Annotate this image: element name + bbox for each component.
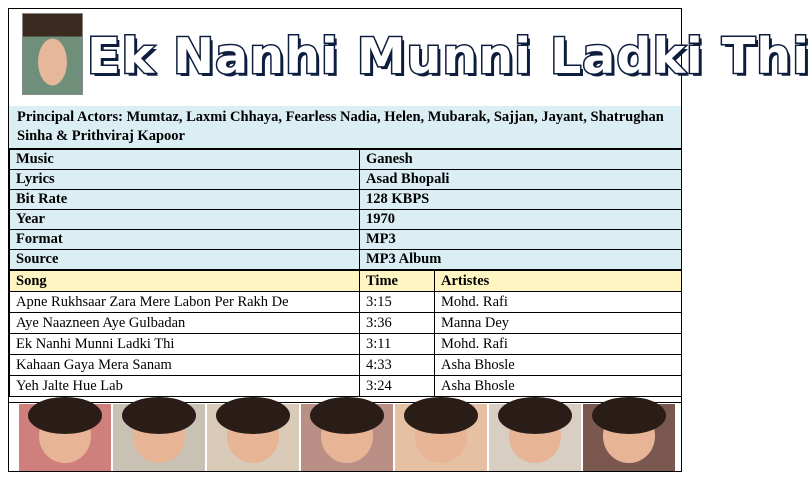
banner [9,9,810,107]
album-info-table [9,149,682,270]
info-label: Music [10,150,360,170]
info-row-music [10,150,682,170]
film-stills-strip [19,404,675,471]
song-title: Aye Naazneen Aye Gulbadan [10,313,360,334]
song-list-table [9,270,682,397]
column-header-artistes: Artistes [435,271,682,292]
info-row-bitrate [10,190,682,210]
info-row-lyrics [10,170,682,190]
song-row [10,313,682,334]
info-value: MP3 [360,230,682,250]
info-label: Source [10,250,360,270]
info-value: 1970 [360,210,682,230]
film-still-image [583,404,675,471]
song-artiste: Asha Bhosle [435,355,682,376]
song-time: 3:11 [360,334,435,355]
song-time: 3:24 [360,376,435,397]
song-artiste: Mohd. Rafi [435,334,682,355]
info-row-year [10,210,682,230]
info-value: Ganesh [360,150,682,170]
film-still-image [19,404,111,471]
song-time: 3:36 [360,313,435,334]
principal-actors: Principal Actors: Mumtaz, Laxmi Chhaya, Fearless Nadia, Helen, Mubarak, Sajjan, Jayant, Shatrughan Sinha & Prithviraj Kapoor [9,106,681,149]
song-title: Kahaan Gaya Mera Sanam [10,355,360,376]
song-artiste: Manna Dey [435,313,682,334]
info-value: 128 KBPS [360,190,682,210]
album-card [8,8,810,472]
info-label: Bit Rate [10,190,360,210]
info-label: Format [10,230,360,250]
song-table-header [10,271,682,292]
song-title: Apne Rukhsaar Zara Mere Labon Per Rakh De [10,292,360,313]
film-still-image [301,404,393,471]
film-still-image [489,404,581,471]
song-title: Yeh Jalte Hue Lab [10,376,360,397]
child-portrait-image [22,13,83,95]
song-time: 4:33 [360,355,435,376]
info-row-source [10,250,682,270]
song-artiste: Mohd. Rafi [435,292,682,313]
album-title: Ek Nanhi Munni Ladki Thi [87,27,810,85]
song-title: Ek Nanhi Munni Ladki Thi [10,334,360,355]
song-row [10,334,682,355]
info-label: Lyrics [10,170,360,190]
info-label: Year [10,210,360,230]
film-still-image [395,404,487,471]
song-row [10,292,682,313]
song-row [10,355,682,376]
song-artiste: Asha Bhosle [435,376,682,397]
film-still-image [113,404,205,471]
info-row-format [10,230,682,250]
info-value: MP3 Album [360,250,682,270]
song-time: 3:15 [360,292,435,313]
info-value: Asad Bhopali [360,170,682,190]
column-header-time: Time [360,271,435,292]
film-still-image [207,404,299,471]
column-header-song: Song [10,271,360,292]
